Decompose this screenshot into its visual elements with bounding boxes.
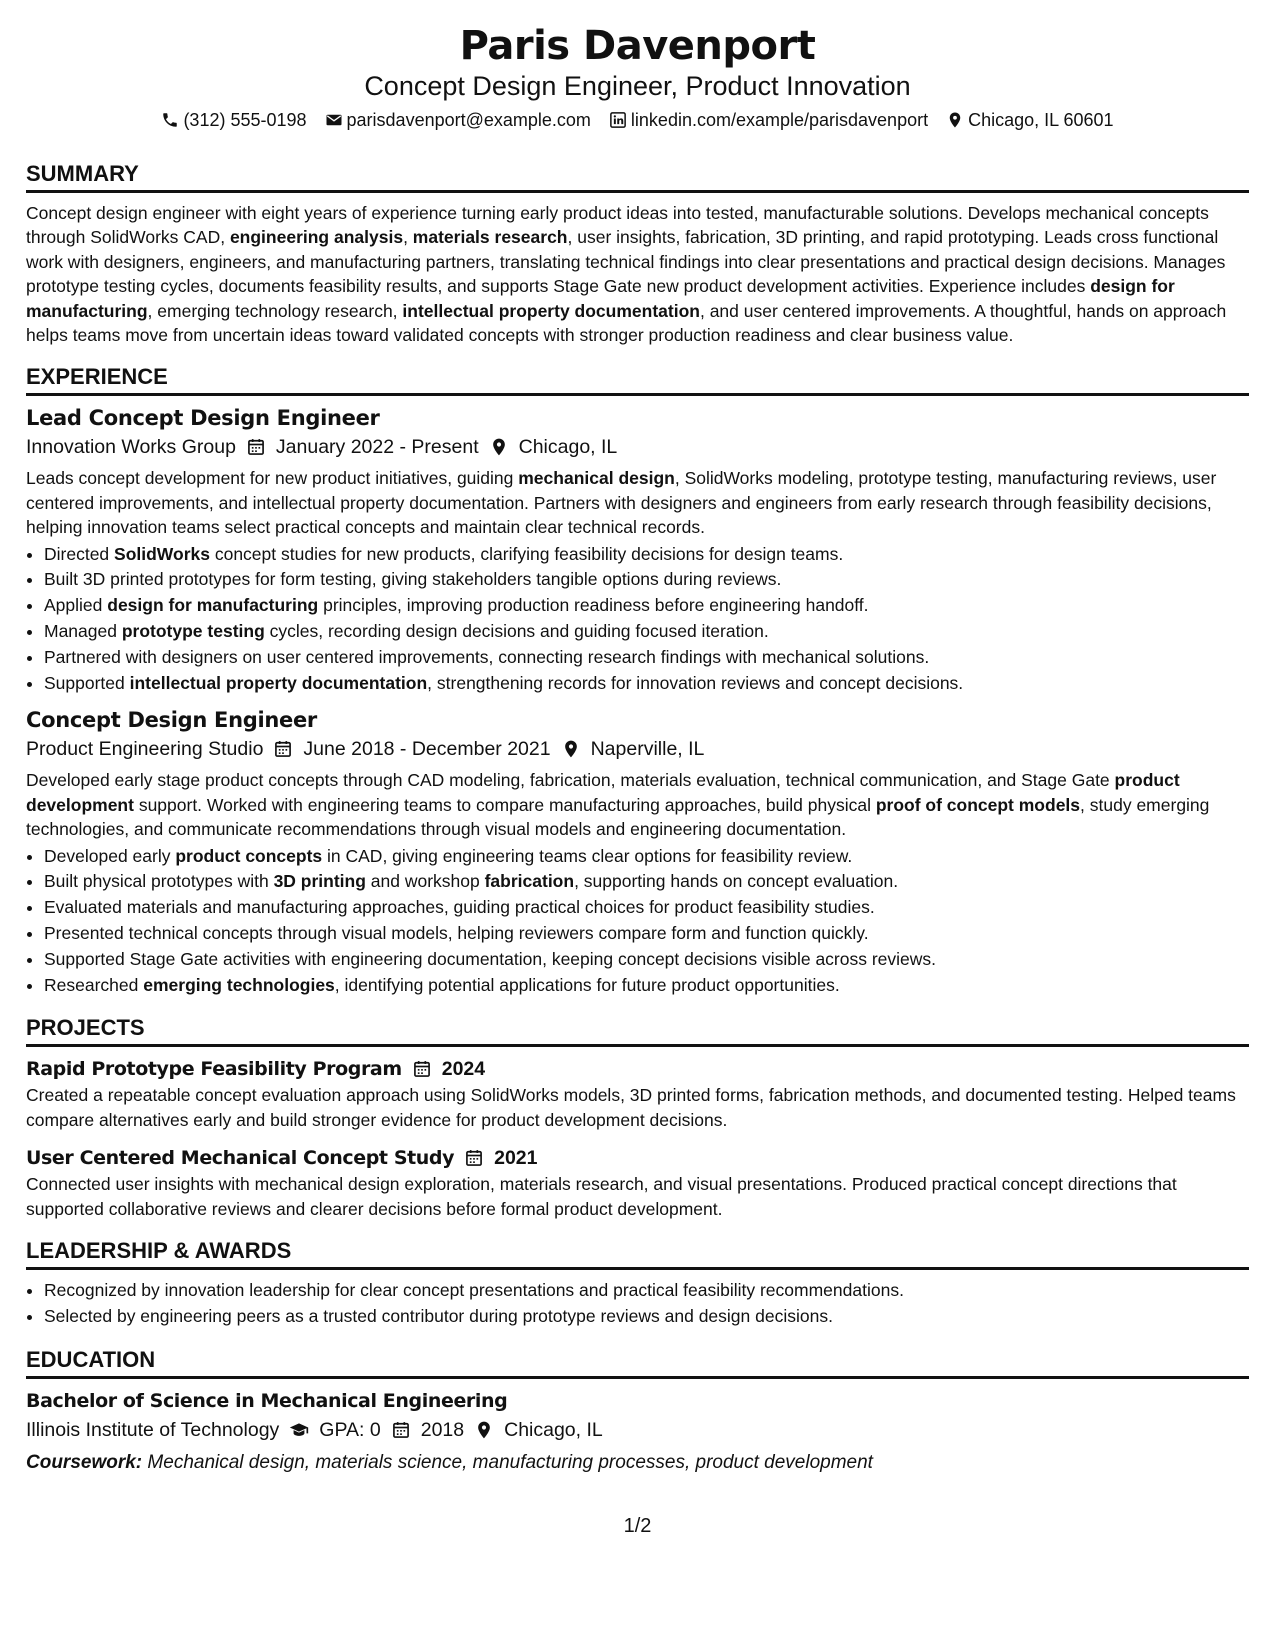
text-run: Partnered with designers on user centered improvements, connecting research findings with mechanical solutions.: [44, 646, 930, 667]
job-dates: June 2018 - December 2021: [303, 738, 551, 761]
bullet-item: [44, 645, 1249, 671]
text-run: Supported: [44, 672, 130, 693]
project-year: 2021: [494, 1147, 538, 1170]
text-run: Leads concept development for new product initiatives, guiding: [26, 468, 519, 489]
emphasis-text: fabrication: [484, 871, 575, 892]
section-leadership-title: LEADERSHIP & AWARDS: [26, 1237, 1249, 1270]
text-run: Supported Stage Gate activities with engineering documentation, keeping concept decisions visible across reviews.: [44, 948, 937, 969]
text-run: Built physical prototypes with: [44, 871, 274, 892]
section-education-title: EDUCATION: [26, 1346, 1249, 1379]
contact-location: [946, 108, 1113, 132]
text-run: Developed early stage product concepts through CAD modeling, fabrication, materials evaluation, technical communication, and Stage Gate: [26, 770, 1115, 791]
text-run: principles, improving production readiness before engineering handoff.: [318, 595, 869, 616]
contact-email[interactable]: [325, 108, 591, 132]
calendar-icon: [464, 1148, 484, 1168]
bullet-item: [44, 619, 1249, 645]
emphasis-text: engineering analysis: [229, 227, 404, 248]
emphasis-text: prototype testing: [121, 621, 265, 642]
job-meta: [26, 734, 1249, 764]
text-run: ,: [403, 227, 413, 248]
text-run: Directed: [44, 543, 115, 564]
emphasis-text: emerging technologies: [143, 974, 335, 995]
section-projects-title: PROJECTS: [26, 1014, 1249, 1047]
job-meta: [26, 432, 1249, 462]
resume-page: [26, 20, 1249, 1477]
bullet-item: [44, 593, 1249, 619]
text-run: Developed early: [44, 845, 176, 866]
education-meta: [26, 1415, 1249, 1445]
bullet-item: [44, 542, 1249, 568]
location-text: Chicago, IL 60601: [968, 110, 1114, 130]
bullet-item: [44, 567, 1249, 593]
bullet-item: [44, 844, 1249, 870]
emphasis-text: intellectual property documentation: [402, 300, 700, 321]
calendar-icon: [391, 1420, 411, 1440]
envelope-icon: [325, 111, 343, 129]
leadership-item: • Recognized by innovation leadership for clear concept presentations and practical feasibility recommendations.: [44, 1278, 1249, 1304]
phone-icon: [161, 111, 179, 129]
job-entry: [26, 706, 1249, 998]
project-description: Created a repeatable concept evaluation approach using SolidWorks models, 3D printed forms, fabrication methods, and documented testing. Helped teams compare alternatives early and build stronger evidence for product development decisions.: [26, 1085, 1236, 1130]
emphasis-text: 3D printing: [273, 871, 366, 892]
project-entry: [26, 1055, 1249, 1132]
education-year: 2018: [420, 1418, 465, 1441]
bullet-item: [44, 869, 1249, 895]
map-pin-icon: [561, 739, 581, 759]
education-gpa: GPA: 0: [319, 1418, 381, 1441]
phone-text: (312) 555-0198: [183, 110, 307, 130]
calendar-icon: [246, 437, 266, 457]
project-year: 2024: [441, 1058, 486, 1081]
text-run: Built 3D printed prototypes for form testing, giving stakeholders tangible options during reviews.: [44, 569, 782, 590]
candidate-name: Paris Davenport: [459, 23, 816, 69]
contact-bar: [26, 108, 1249, 132]
project-description: Connected user insights with mechanical design exploration, materials research, and visual presentations. Produced practical concept directions that supported collaborative reviews and clearer decisions before formal product development.: [26, 1174, 1177, 1219]
leadership-item: • Selected by engineering peers as a trusted contributor during prototype reviews and design decisions.: [44, 1304, 1249, 1330]
text-run: Concept design engineer with eight years of experience turning early product ideas into tested, manufacturable solutions. Develops mechanical concepts through SolidWorks CAD,: [26, 203, 1209, 248]
leadership-bullets: [26, 1278, 1249, 1330]
job-bullets: [26, 844, 1249, 999]
text-run: , and user centered improvements. A thoughtful, hands on approach helps teams move from uncertain ideas toward validated concepts with stronger production readiness and clear business value.: [26, 300, 1227, 346]
section-summary-title: SUMMARY: [26, 160, 1249, 193]
job-bullets: [26, 542, 1249, 697]
job-dates: January 2022 - Present: [275, 436, 479, 459]
page-number: 1/2: [623, 1515, 652, 1537]
text-run: in CAD, giving engineering teams clear options for feasibility review.: [322, 845, 853, 866]
education-school: Illinois Institute of Technology: [26, 1418, 280, 1441]
contact-linkedin[interactable]: [609, 108, 928, 132]
project-name: User Centered Mechanical Concept Study: [26, 1147, 455, 1170]
job-location: Chicago, IL: [518, 436, 618, 459]
emphasis-text: product concepts: [175, 845, 323, 866]
text-run: concept studies for new products, clarifying feasibility decisions for design teams.: [209, 543, 844, 564]
bullet-item: [44, 895, 1249, 921]
text-run: , SolidWorks modeling, prototype testing, manufacturing reviews, user centered improvements, and intellectual property documentation. Partners with designers and engineers from early research through feasibility decisions, helping innovation teams select practical concepts and maintain clear technical records.: [26, 468, 1217, 538]
job-title: Lead Concept Design Engineer: [26, 406, 380, 431]
calendar-icon: [412, 1059, 432, 1079]
contact-phone[interactable]: [161, 108, 306, 132]
linkedin-icon: [609, 111, 627, 129]
text-run: Evaluated materials and manufacturing approaches, guiding practical choices for product feasibility studies.: [44, 897, 875, 918]
job-description: [26, 768, 1249, 841]
emphasis-text: design for manufacturing: [107, 595, 319, 616]
job-location: Naperville, IL: [590, 738, 705, 761]
emphasis-text: design for manufacturing: [26, 276, 1175, 321]
emphasis-text: mechanical design: [518, 468, 675, 489]
email-text: parisdavenport@example.com: [346, 110, 591, 130]
candidate-headline: Concept Design Engineer, Product Innovation: [364, 71, 911, 101]
emphasis-text: intellectual property documentation: [129, 672, 428, 693]
project-header: [26, 1144, 1249, 1172]
map-pin-icon: [489, 437, 509, 457]
text-run: , strengthening records for innovation reviews and concept decisions.: [427, 672, 964, 693]
text-run: , supporting hands on concept evaluation.: [574, 871, 899, 892]
project-name: Rapid Prototype Feasibility Program: [26, 1058, 402, 1081]
coursework-label: Coursework:: [26, 1451, 143, 1473]
education-location: Chicago, IL: [504, 1418, 603, 1441]
calendar-icon: [273, 739, 293, 759]
text-run: Managed: [44, 621, 122, 642]
summary-text: [26, 201, 1249, 347]
emphasis-text: materials research: [412, 227, 568, 248]
project-header: [26, 1055, 1249, 1083]
bullet-item: [44, 947, 1249, 973]
text-run: , identifying potential applications for future product opportunities.: [334, 974, 840, 995]
text-run: , study emerging technologies, and communicate recommendations through visual models and engineering documentation.: [26, 794, 1210, 840]
emphasis-text: product development: [26, 770, 1180, 815]
coursework-text: Mechanical design, materials science, manufacturing processes, product development: [147, 1451, 873, 1473]
text-run: cycles, recording design decisions and guiding focused iteration.: [264, 621, 769, 642]
education-degree: Bachelor of Science in Mechanical Engineering: [26, 1389, 508, 1412]
map-pin-icon: [474, 1420, 494, 1440]
job-entry: [26, 404, 1249, 696]
bullet-item: [44, 671, 1249, 697]
text-run: Presented technical concepts through visual models, helping reviewers compare form and function quickly.: [44, 923, 869, 944]
job-company: Product Engineering Studio: [26, 738, 264, 761]
emphasis-text: proof of concept models: [875, 794, 1081, 815]
text-run: , emerging technology research,: [147, 300, 403, 321]
text-run: Researched: [44, 974, 144, 995]
project-entry: [26, 1144, 1249, 1221]
text-run: Applied: [44, 595, 108, 616]
map-pin-icon: [946, 111, 964, 129]
section-experience-title: EXPERIENCE: [26, 363, 1249, 396]
text-run: support. Worked with engineering teams to compare manufacturing approaches, build physical: [133, 794, 876, 815]
text-run: and workshop: [365, 871, 485, 892]
job-description: [26, 466, 1249, 539]
bullet-item: [44, 921, 1249, 947]
emphasis-text: SolidWorks: [114, 543, 210, 564]
job-company: Innovation Works Group: [26, 436, 236, 459]
bullet-item: [44, 973, 1249, 999]
education-coursework: [26, 1449, 1249, 1477]
job-title: Concept Design Engineer: [26, 708, 317, 733]
graduation-cap-icon: [289, 1420, 309, 1440]
text-run: , user insights, fabrication, 3D printing, and rapid prototyping. Leads cross functional work with designers, engineers, and manufacturing partners, translating technical findings into clear presentations and practical design decisions. Manages prototype testing cycles, documents feasibility results, and supports Stage Gate new product development activities. Experience includes: [26, 227, 1226, 297]
linkedin-text: linkedin.com/example/parisdavenport: [630, 110, 929, 130]
